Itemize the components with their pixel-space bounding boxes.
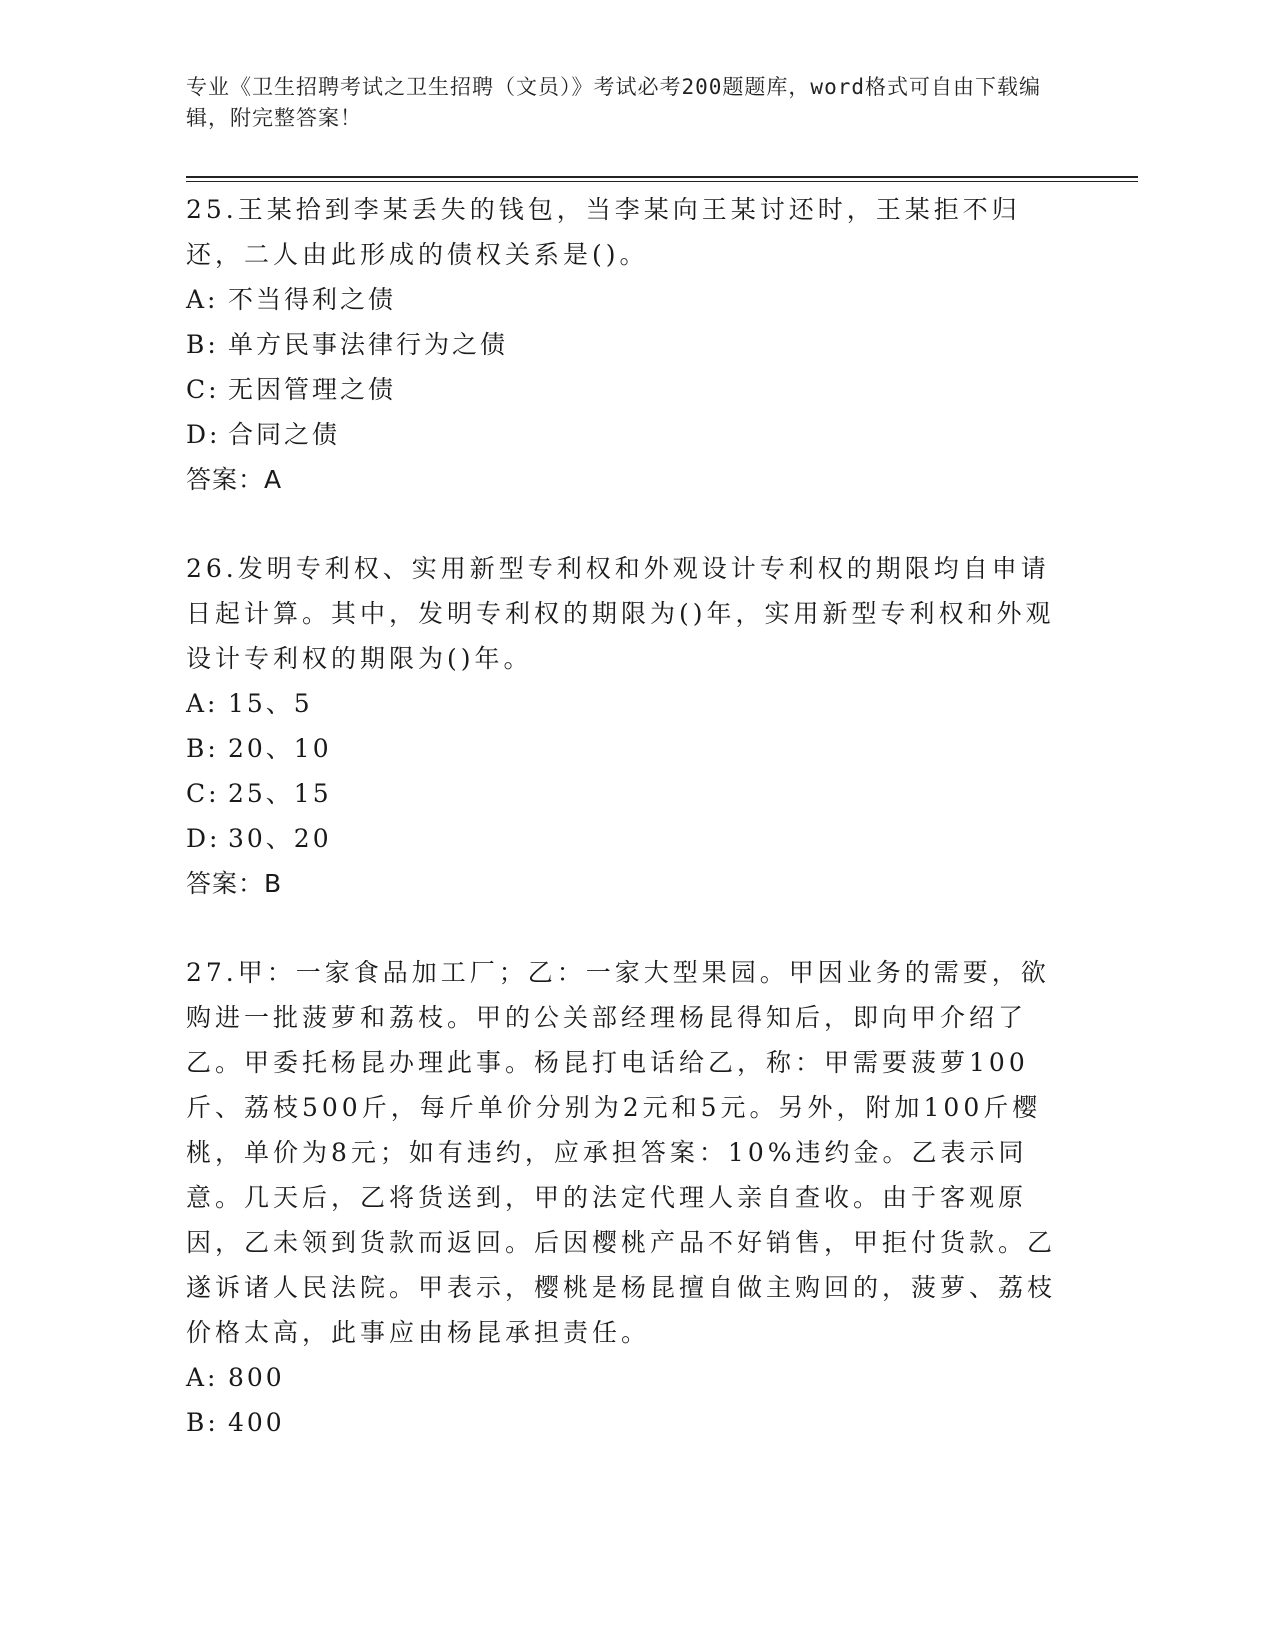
option-label: B: — [186, 734, 219, 763]
option-text: 无因管理之债 — [228, 375, 397, 404]
option-label: C: — [186, 375, 220, 404]
option-d — [186, 412, 1066, 457]
option-text: 单方民事法律行为之债 — [228, 330, 509, 359]
option-text: 400 — [228, 1408, 285, 1437]
option-a — [186, 1355, 1066, 1400]
option-b — [186, 322, 1066, 367]
question-27 — [186, 950, 1066, 1445]
question-26 — [186, 546, 1066, 906]
option-c — [186, 367, 1066, 412]
option-text: 不当得利之债 — [228, 285, 397, 314]
option-text: 20、10 — [228, 734, 332, 763]
option-text: 25、15 — [228, 779, 332, 808]
answer-line: 答案：B — [186, 869, 283, 898]
option-label: D: — [186, 824, 221, 853]
option-label: D: — [186, 420, 221, 449]
option-a — [186, 277, 1066, 322]
option-text: 30、20 — [228, 824, 332, 853]
option-text: 15、5 — [228, 689, 313, 718]
option-b — [186, 1400, 1066, 1445]
question-stem: 25.王某拾到李某丢失的钱包，当李某向王某讨还时，王某拒不归还，二人由此形成的债权关系是()。 — [186, 195, 1021, 269]
option-text: 800 — [228, 1363, 285, 1392]
option-label: A: — [186, 285, 219, 314]
question-stem: 26.发明专利权、实用新型专利权和外观设计专利权的期限均自申请日起计算。其中，发明专利权的期限为()年，实用新型专利权和外观设计专利权的期限为()年。 — [186, 554, 1055, 673]
option-text: 合同之债 — [228, 420, 341, 449]
option-a — [186, 681, 1066, 726]
question-stem: 27.甲：一家食品加工厂；乙：一家大型果园。甲因业务的需要，欲购进一批菠萝和荔枝。甲的公关部经理杨昆得知后，即向甲介绍了乙。甲委托杨昆办理此事。杨昆打电话给乙，称：甲需要菠萝100斤、荔枝500斤，每斤单价分别为2元和5元。另外，附加100斤樱桃，单价为8元；如有违约，应承担答案：10%违约金。乙表示同意。几天后，乙将货送到，甲的法定代理人亲自查收。由于客观原因，乙未领到货款而返回。后因樱桃产品不好销售，甲拒付货款。乙遂诉诸人民法院。甲表示，樱桃是杨昆擅自做主购回的，菠萝、荔枝价格太高，此事应由杨昆承担责任。 — [186, 958, 1057, 1347]
option-b — [186, 726, 1066, 771]
option-label: A: — [186, 1363, 219, 1392]
answer-line: 答案：A — [186, 465, 283, 494]
question-list — [186, 187, 1066, 1489]
header-divider-thin — [186, 181, 1138, 182]
option-d — [186, 816, 1066, 861]
option-label: C: — [186, 779, 220, 808]
document-header: 专业《卫生招聘考试之卫生招聘（文员）》考试必考200题题库，word格式可自由下载编辑，附完整答案！ — [186, 75, 1041, 130]
option-label: B: — [186, 1408, 219, 1437]
question-25 — [186, 187, 1066, 502]
header-divider-thick — [186, 176, 1138, 178]
option-label: B: — [186, 330, 219, 359]
option-c — [186, 771, 1066, 816]
option-label: A: — [186, 689, 219, 718]
